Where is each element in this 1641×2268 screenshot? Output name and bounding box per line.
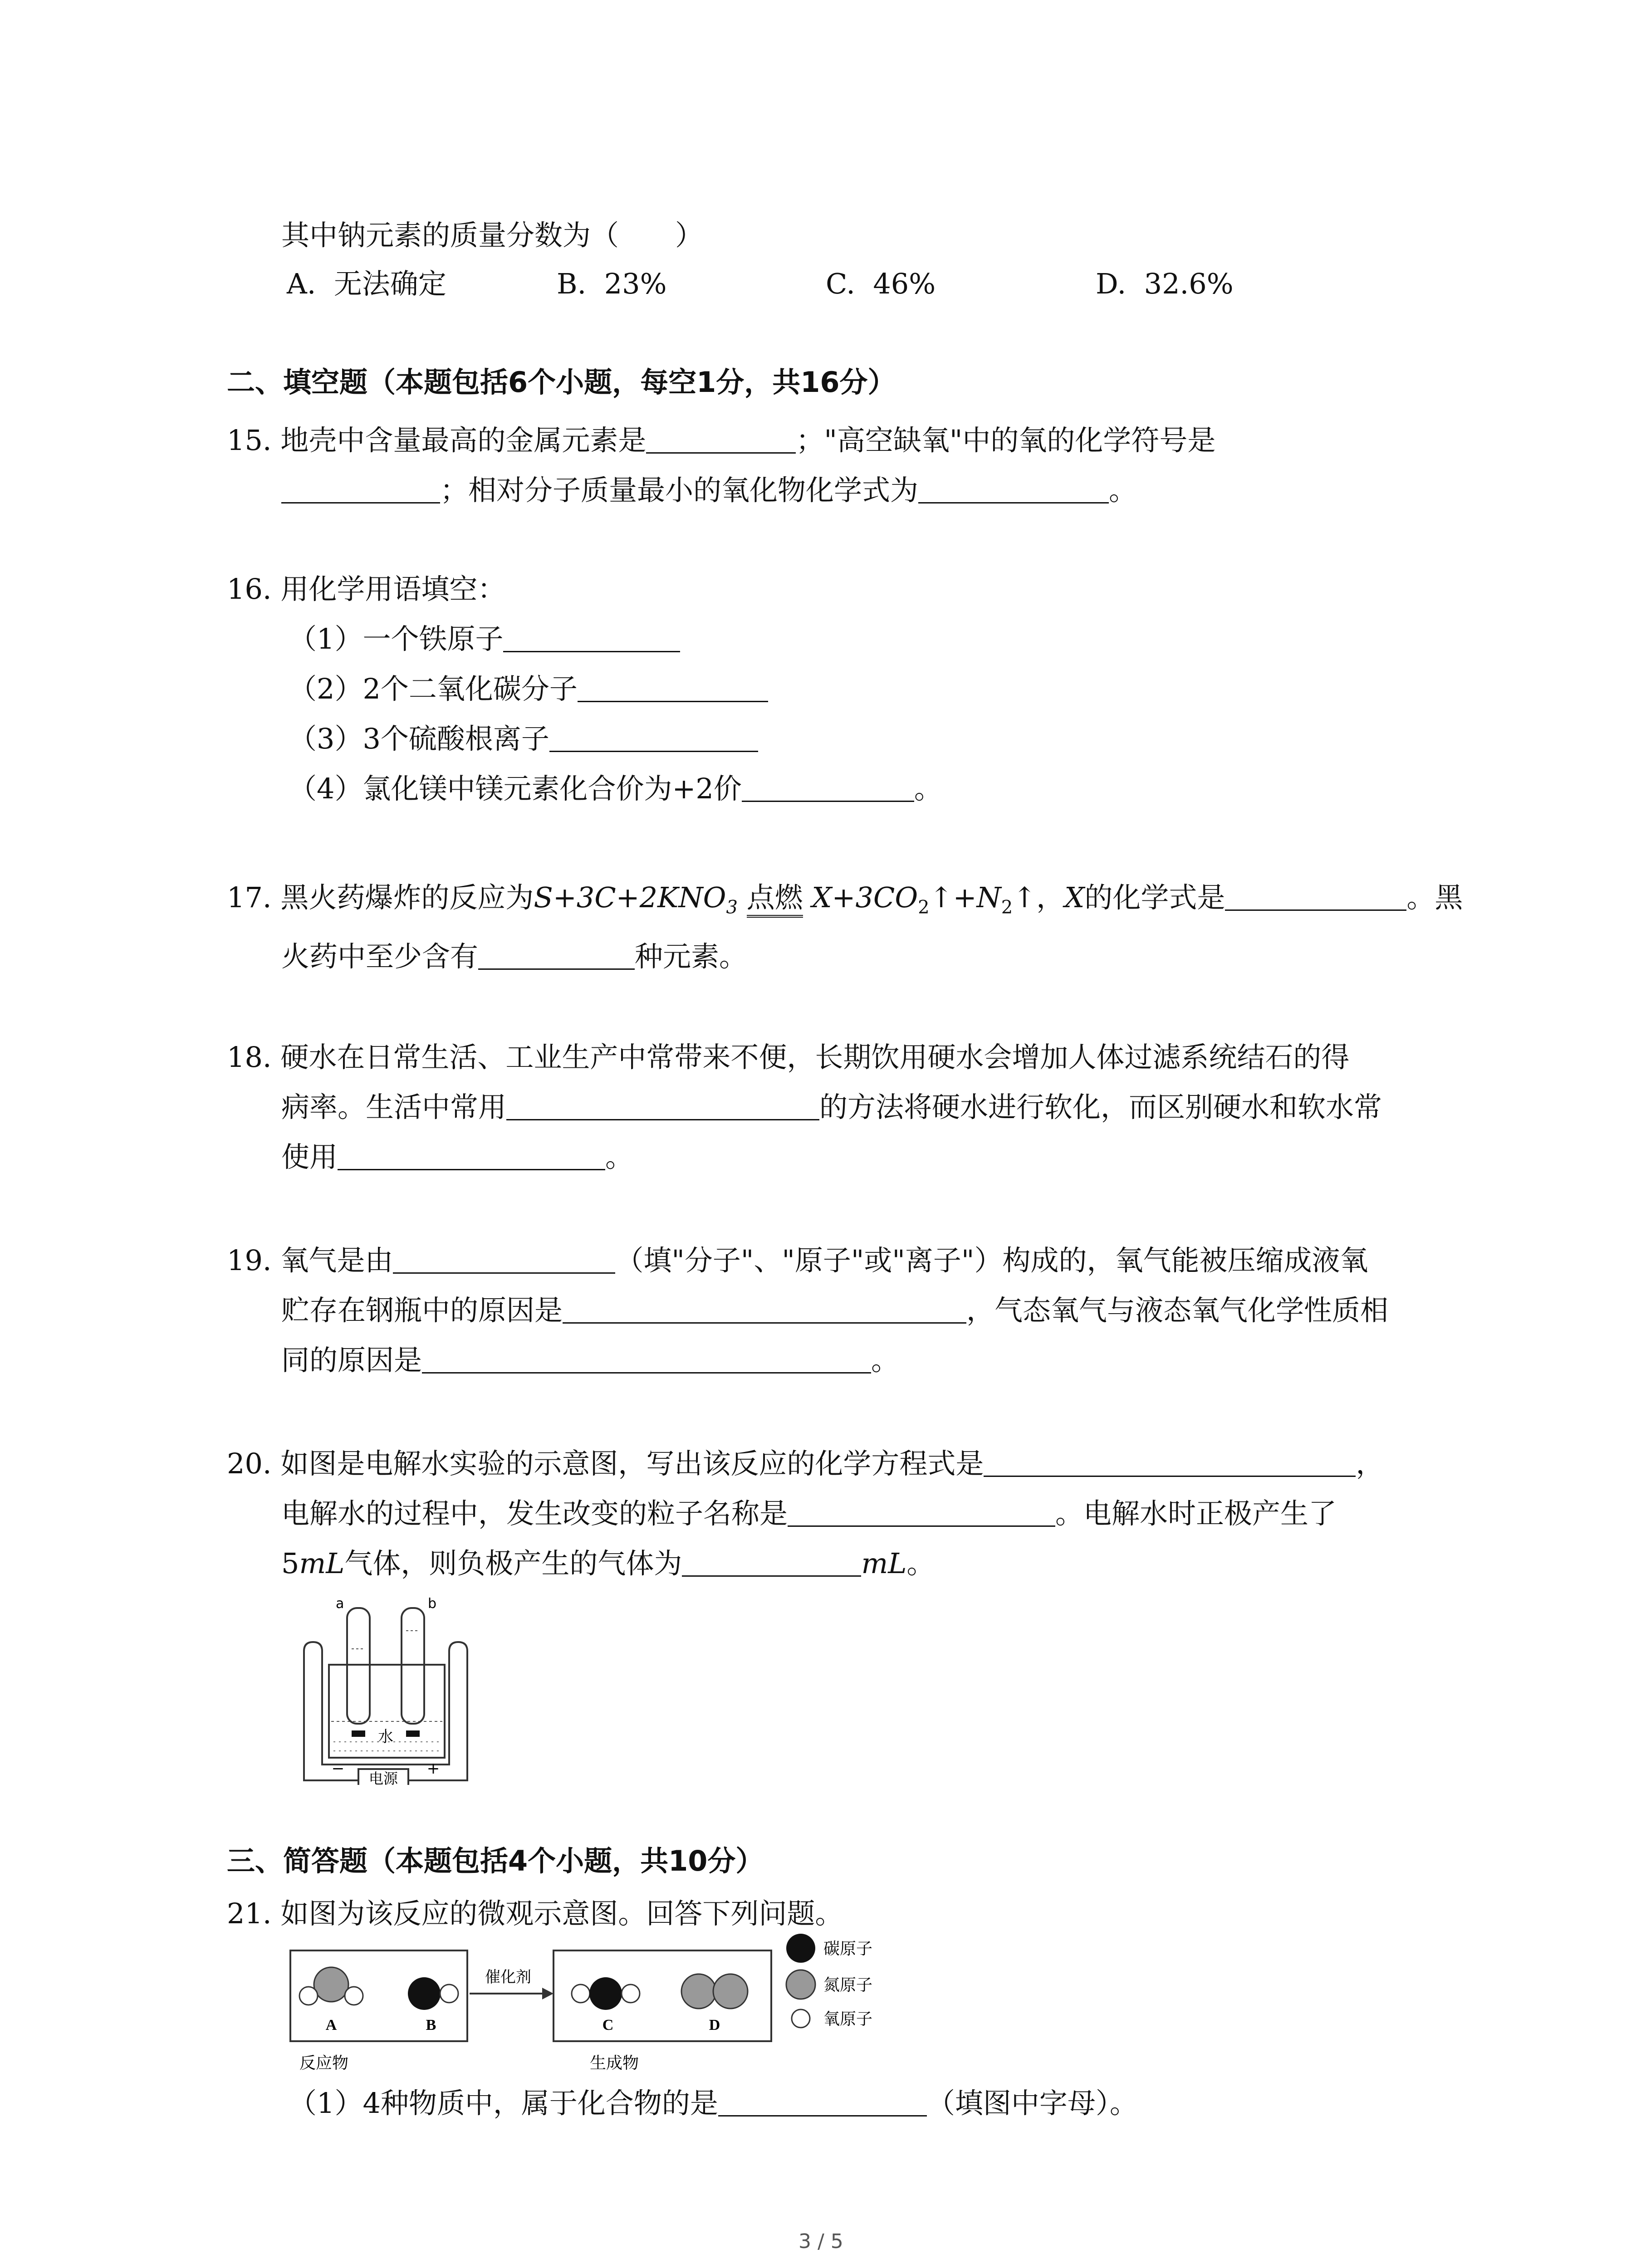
q20-text-4: 。电解水时正极产生了 (1055, 1497, 1337, 1530)
q19-blank-2[interactable] (563, 1297, 966, 1324)
legend-carbon-label: 碳原子 (823, 1940, 873, 1958)
q17-text-3: 。黑 (1406, 881, 1463, 914)
q17-text-2: 的化学式是 (1084, 881, 1225, 914)
q16-item-1-text: （1）一个铁原子 (289, 622, 504, 655)
q15-text-3: ；相对分子质量最小的氧化物化学式为 (440, 474, 919, 507)
q15-line-2 (281, 474, 1137, 507)
subscript: 2 (1001, 897, 1013, 918)
label-a: a (336, 1596, 344, 1612)
q20-text-3: 电解水的过程中，发生改变的粒子名称是 (281, 1497, 788, 1530)
q15-blank-2[interactable] (281, 477, 440, 503)
question-number: 21. (227, 1897, 272, 1930)
q15-text-2: ；"高空缺氧"中的氧的化学符号是 (796, 424, 1216, 457)
option-letter: A. (287, 267, 316, 300)
label-a: A (325, 2017, 337, 2033)
q17-condition: 点燃 (747, 881, 803, 918)
q17-blank-1[interactable] (1225, 884, 1406, 911)
molecule-c-oxygen-atom (622, 1984, 640, 2003)
electrolysis-diagram (290, 1590, 481, 1785)
q21-stem: 如图为该反应的微观示意图。回答下列问题。 (280, 1897, 843, 1930)
q14-option-d (1096, 267, 1234, 300)
q20-line-3 (281, 1549, 935, 1578)
q20-text-7: 。 (906, 1547, 935, 1580)
question-number: 15. (227, 424, 272, 457)
q19-text-1: 氧气是由 (280, 1244, 393, 1277)
reaction-micro-diagram (281, 1932, 916, 2077)
q21-sub1-text-b: （填图中字母）。 (926, 2087, 1138, 2120)
molecule-d-nitrogen-atom (681, 1974, 716, 2009)
q18-text-3: 的方法将硬水进行软化，而区别硬水和软水常 (819, 1090, 1382, 1124)
q21-blank-1[interactable] (718, 2090, 927, 2116)
q20-blank-1[interactable] (984, 1450, 1356, 1477)
option-text: 32.6% (1144, 267, 1234, 300)
q15-text-1: 地壳中含量最高的金属元素是 (280, 424, 647, 457)
q15-blank-3[interactable] (918, 477, 1109, 503)
molecule-c-oxygen-atom (572, 1984, 590, 2003)
q16-stem-line (227, 572, 506, 606)
q20-line-2 (281, 1497, 1337, 1530)
q17-equation-right: X+3CO (812, 881, 918, 914)
q17-blank-2[interactable] (478, 943, 635, 970)
q19-blank-1[interactable] (393, 1247, 615, 1274)
q16-item-2 (289, 672, 768, 705)
power-label: 电源 (368, 1770, 398, 1785)
q16-blank-3[interactable] (549, 725, 758, 752)
q16-item-2-text: （2）2个二氧化碳分子 (289, 672, 578, 705)
q16-item-4-text: （4）氯化镁中镁元素化合价为+2价 (289, 772, 742, 805)
q21-sub1-text-a: （1）4种物质中，属于化合物的是 (289, 2087, 718, 2120)
q14-option-b (557, 267, 667, 300)
question-number: 17. (227, 881, 272, 914)
q16-blank-2[interactable] (578, 675, 768, 702)
q17-equation-left: S+3C+2KNO (534, 881, 726, 914)
q18-text-5: 。 (605, 1140, 634, 1173)
legend-oxygen-icon (792, 2009, 810, 2028)
molecule-a-nitrogen-atom (314, 1967, 348, 2002)
q17-line-1 (227, 881, 1463, 918)
q16-item-1 (289, 622, 680, 655)
option-letter: B. (557, 267, 587, 300)
q16-item-3 (289, 722, 758, 755)
electrode-b (406, 1730, 420, 1737)
q16-blank-1[interactable] (503, 626, 680, 652)
q20-blank-2[interactable] (788, 1500, 1055, 1527)
label-b: b (428, 1596, 437, 1612)
q19-text-2: （填"分子"、"原子"或"离子"）构成的，氧气能被压缩成液氧 (615, 1244, 1368, 1277)
q17-arrow: ↑+N (929, 881, 1001, 914)
option-letter: C. (826, 267, 855, 300)
q20-text-5c: 气体，则负极产生的气体为 (344, 1547, 682, 1580)
molecule-c-carbon-atom (589, 1977, 622, 2010)
question-number: 18. (227, 1041, 272, 1074)
electrode-a (352, 1730, 365, 1737)
q17-text-5: 种元素。 (635, 940, 748, 973)
legend-nitrogen-icon (786, 1970, 815, 1999)
molecule-b-oxygen-atom (440, 1984, 458, 2003)
question-number: 20. (227, 1447, 272, 1480)
q18-line-1 (227, 1041, 1350, 1074)
q18-text-2: 病率。生活中常用 (281, 1090, 507, 1124)
q16-item-3-text: （3）3个硫酸根离子 (289, 722, 549, 755)
q19-text-4: ，气态氧气与液态氧气化学性质相 (966, 1294, 1389, 1327)
q18-line-2 (281, 1090, 1382, 1124)
label-c: C (602, 2017, 614, 2033)
q14-option-c (826, 267, 936, 300)
section-3-title: 三、简答题（本题包括4个小题，共10分） (227, 1844, 764, 1877)
molecule-d-nitrogen-atom (713, 1974, 748, 2009)
section-2-title: 二、填空题（本题包括6个小题，每空1分，共16分） (227, 366, 896, 399)
molecule-a-oxygen-atom (345, 1987, 363, 2005)
tube-b (402, 1608, 424, 1724)
q17-line-2 (281, 940, 748, 973)
q18-blank-2[interactable] (338, 1144, 605, 1170)
water-label: 水 (378, 1728, 393, 1746)
q19-text-6: 。 (871, 1344, 900, 1377)
q20-blank-3[interactable] (682, 1550, 861, 1577)
label-b: B (426, 2017, 436, 2033)
catalyst-label: 催化剂 (485, 1968, 531, 1986)
option-text: 无法确定 (333, 267, 446, 300)
arrow-head (542, 1988, 554, 1999)
option-text: 23% (604, 267, 667, 300)
page-number: 3 / 5 (798, 2230, 843, 2253)
q19-line-2 (281, 1296, 1388, 1325)
molecule-a-oxygen-atom (299, 1987, 318, 2005)
q16-end: 。 (914, 772, 942, 805)
q17-arrow2: ↑， (1013, 881, 1065, 914)
label-d: D (709, 2017, 720, 2033)
q16-stem: 用化学用语填空： (280, 572, 506, 606)
subscript: 2 (918, 897, 930, 918)
q19-text-5: 同的原因是 (281, 1344, 422, 1377)
reactants-caption: 反应物 (299, 2054, 349, 2072)
question-number: 16. (227, 572, 272, 606)
legend-nitrogen-label: 氮原子 (823, 1976, 873, 1994)
q16-blank-4[interactable] (742, 775, 914, 802)
q18-text-1: 硬水在日常生活、工业生产中常带来不便，长期饮用硬水会增加人体过滤系统结石的得 (280, 1041, 1350, 1074)
q14-option-a (287, 267, 446, 300)
subscript: 3 (726, 897, 738, 918)
minus-label: − (331, 1760, 345, 1778)
q21-sub1 (289, 2087, 1138, 2120)
q19-blank-3[interactable] (422, 1347, 871, 1374)
q18-blank-1[interactable] (506, 1094, 819, 1120)
q20-text-2: ， (1356, 1447, 1384, 1480)
q15-blank-1[interactable] (646, 427, 796, 454)
q20-text-1: 如图是电解水实验的示意图，写出该反应的化学方程式是 (280, 1447, 984, 1480)
legend-oxygen-label: 氧原子 (823, 2010, 873, 2028)
q20-unit-2: mL (861, 1547, 907, 1580)
q17-x: X (1064, 881, 1085, 914)
q18-line-3 (281, 1140, 634, 1173)
option-text: 46% (873, 267, 936, 300)
tube-a (347, 1608, 370, 1724)
option-letter: D. (1096, 267, 1127, 300)
plus-label: + (426, 1760, 440, 1778)
q17-text-4: 火药中至少含有 (281, 940, 479, 973)
q14-tail-text: 其中钠元素的质量分数为（ ） (281, 219, 704, 252)
q19-line-1 (227, 1246, 1368, 1275)
q17-text-1: 黑火药爆炸的反应为 (280, 881, 534, 914)
q20-line-1 (227, 1447, 1384, 1480)
q15-text-4: 。 (1109, 474, 1137, 507)
molecule-b-carbon-atom (408, 1977, 441, 2010)
q16-item-4 (289, 772, 942, 805)
products-caption: 生成物 (590, 2054, 639, 2072)
q15-line-1 (227, 426, 1215, 455)
q20-text-5a: 5 (281, 1547, 299, 1580)
q21-stem-line (227, 1897, 843, 1930)
question-number: 19. (227, 1244, 272, 1277)
q19-line-3 (281, 1344, 900, 1377)
q20-unit: mL (299, 1547, 345, 1580)
q19-text-3: 贮存在钢瓶中的原因是 (281, 1294, 563, 1327)
legend-carbon-icon (786, 1934, 815, 1963)
q18-text-4: 使用 (281, 1140, 338, 1173)
